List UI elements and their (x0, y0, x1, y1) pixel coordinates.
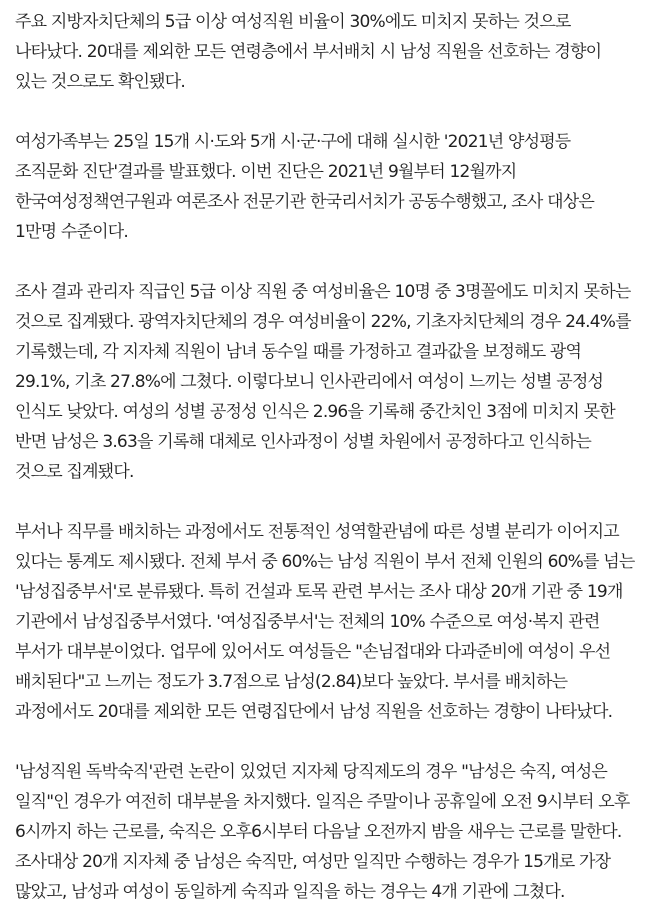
article-paragraph-4: 부서나 직무를 배치하는 과정에서도 전통적인 성역할관념에 따른 성별 분리가 이어지고 있다는 통계도 제시됐다. 전체 부서 중 60%는 남성 직원이 부서 전체 인원의 60%를 넘는 '남성집중부서'로 분류됐다. 특히 건설과 토목 관련 부서는 조사 대상 20개 기관 중 19개 기관에서 남성집중부서였다. '여성집중부서'는 전체의 10% 수준으로 여성·복지 관련 부서가 대부분이었다. 업무에 있어서도 여성들은 "손님접대와 다과준비에 여성이 우선 배치된다"고 느끼는 정도가 3.7점으로 남성(2.84)보다 높았다. 부서를 배치하는 과정에서도 20대를 제외한 모든 연령집단에서 남성 직원을 선호하는 경향이 나타났다. (15, 522, 635, 722)
article-paragraph-1: 주요 지방자치단체의 5급 이상 여성직원 비율이 30%에도 미치지 못하는 것으로 나타났다. 20대를 제외한 모든 연령층에서 부서배치 시 남성 직원을 선호하는 경향이 있는 것으로도 확인됐다. (15, 12, 602, 92)
article-paragraph-5: '남성직원 독박숙직'관련 논란이 있었던 지자체 당직제도의 경우 "남성은 숙직, 여성은 일직"인 경우가 여전히 대부분을 차지했다. 일직은 주말이나 공휴일에 오전 9시부터 오후 6시까지 하는 근로를, 숙직은 오후6시부터 다음날 오전까지 밤을 새우는 근로를 말한다. 조사대상 20개 지자체 중 남성은 숙직만, 여성만 일직만 수행하는 경우가 15개로 가장 많았고, 남성과 여성이 동일하게 숙직과 일직을 하는 경우는 4개 기관에 그쳤다. (15, 762, 630, 902)
article-paragraph-3: 조사 결과 관리자 직급인 5급 이상 직원 중 여성비율은 10명 중 3명꼴에도 미치지 못하는 것으로 집계됐다. 광역자치단체의 경우 여성비율이 22%, 기초자치단체의 경우 24.4%를 기록했는데, 각 지자체 직원이 남녀 동수일 때를 가정하고 결과값을 보정해도 광역 29.1%, 기초 27.8%에 그쳤다. 이렇다보니 인사관리에서 여성이 느끼는 성별 공정성 인식도 낮았다. 여성의 성별 공정성 인식은 2.96을 기록해 중간치인 3점에 미치지 못한 반면 남성은 3.63을 기록해 대체로 인사과정이 성별 차원에서 공정하다고 인식하는 것으로 집계됐다. (15, 282, 631, 482)
article-paragraph-2: 여성가족부는 25일 15개 시·도와 5개 시·군·구에 대해 실시한 '2021년 양성평등 조직문화 진단'결과를 발표했다. 이번 진단은 2021년 9월부터 12월까지 한국여성정책연구원과 여론조사 전문기관 한국리서치가 공동수행했고, 조사 대상은 1만명 수준이다. (15, 132, 594, 242)
